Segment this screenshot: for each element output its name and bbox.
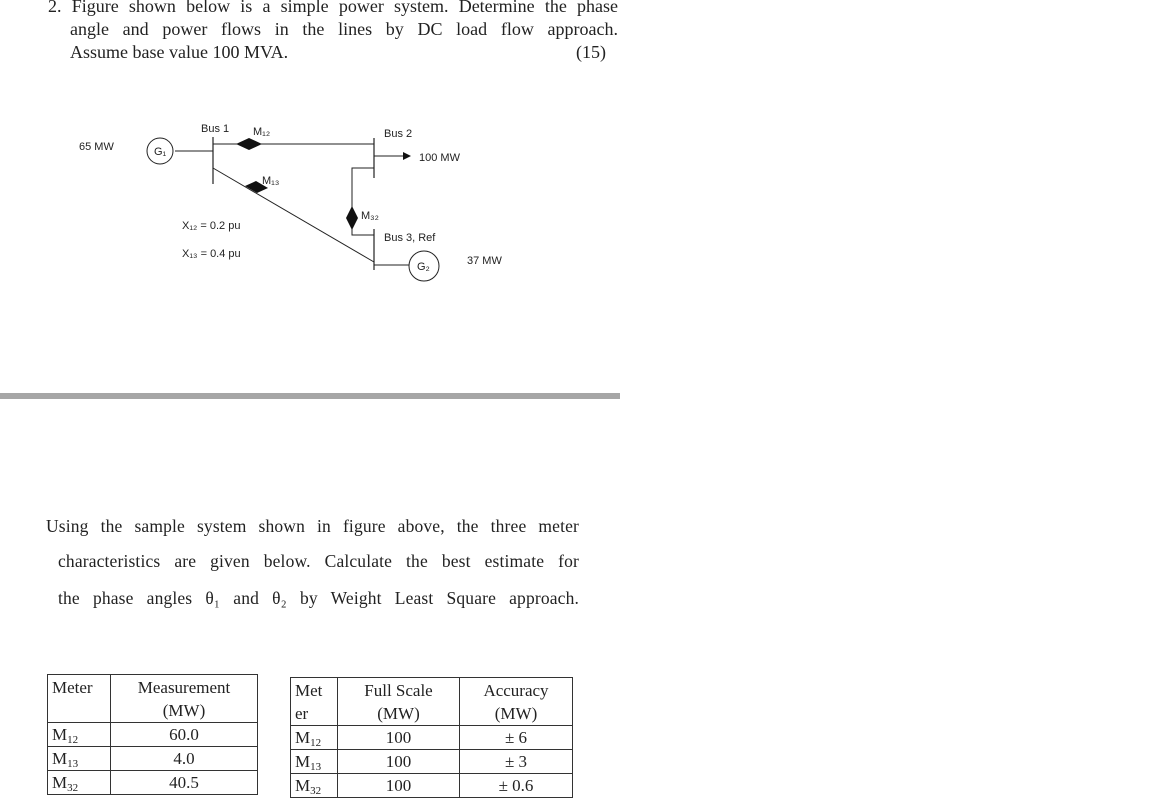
- load-label: 100 MW: [419, 152, 460, 164]
- g1-label: G₁: [154, 146, 167, 158]
- question-marks: (15): [576, 42, 606, 62]
- bus3-label: Bus 3, Ref: [384, 232, 436, 244]
- table-row: [291, 750, 573, 774]
- meter-cell: $M_{13}$: [291, 750, 338, 774]
- full-scale-cell: 100: [338, 774, 460, 798]
- gen2-power-label: 37 MW: [467, 255, 502, 267]
- section-divider: [0, 393, 620, 399]
- accuracy-cell: ± 3: [460, 750, 573, 774]
- measurement-cell: 40.5: [111, 771, 258, 795]
- meter-m12-icon: [236, 138, 262, 150]
- table-row: [291, 774, 573, 798]
- g2-label: G₂: [417, 261, 430, 273]
- meter-cell: $M_{12}$: [291, 726, 338, 750]
- table-row: [48, 771, 258, 795]
- measurement-cell: 4.0: [111, 747, 258, 771]
- meter-cell: $M_{32}$: [291, 774, 338, 798]
- accuracy-cell: ± 0.6: [460, 774, 573, 798]
- bus2-label: Bus 2: [384, 128, 413, 140]
- full-scale-cell: 100: [338, 750, 460, 774]
- meter-characteristics-table: [290, 677, 573, 798]
- question-text-1: Figure shown below is a simple power system. Determine the phase: [71, 0, 619, 16]
- header-measurement: Measurement (MW): [111, 675, 258, 723]
- table-header-row: [291, 678, 573, 726]
- accuracy-cell: ± 6: [460, 726, 573, 750]
- m12-label: M₁₂: [253, 126, 271, 138]
- header-full-scale: Full Scale (MW): [338, 678, 460, 726]
- meter-cell: $M_{12}$: [48, 723, 111, 747]
- measurement-cell: 60.0: [111, 723, 258, 747]
- load-arrow-icon: [403, 152, 411, 160]
- table-header-row: [48, 675, 258, 723]
- bus1-label: Bus 1: [201, 123, 230, 135]
- header-meter: Meter: [48, 675, 111, 723]
- header-meter: Met er: [291, 678, 338, 726]
- header-accuracy: Accuracy (MW): [460, 678, 573, 726]
- line-3-2: [352, 168, 374, 235]
- gen1-power-label: 65 MW: [79, 141, 114, 153]
- part2-line-3: the phase angles θ₁ and θ₂ by Weight Least Square approach.: [58, 588, 579, 608]
- full-scale-cell: 100: [338, 726, 460, 750]
- m32-label: M₃₂: [361, 210, 379, 222]
- question-text-3: Assume base value 100 MVA.: [70, 42, 289, 62]
- question-line-2: angle and power flows in the lines by DC load flow approach.: [70, 19, 618, 39]
- meter-cell: $M_{32}$: [48, 771, 111, 795]
- measurement-table: [47, 674, 258, 795]
- part2-line-1: Using the sample system shown in figure above, the three meter: [46, 516, 579, 536]
- table-row: [48, 747, 258, 771]
- table-row: [291, 726, 573, 750]
- meter-cell: $M_{13}$: [48, 747, 111, 771]
- x12-label: X₁₂ = 0.2 pu: [182, 220, 241, 232]
- question-number: 2.: [48, 0, 62, 16]
- meter-m32-icon: [346, 206, 358, 230]
- part2-line-2: characteristics are given below. Calculate the best estimate for: [58, 551, 579, 571]
- m13-label: M₁₃: [262, 175, 280, 187]
- power-system-diagram: [0, 0, 620, 300]
- x13-label: X₁₃ = 0.4 pu: [182, 248, 241, 260]
- table-row: [48, 723, 258, 747]
